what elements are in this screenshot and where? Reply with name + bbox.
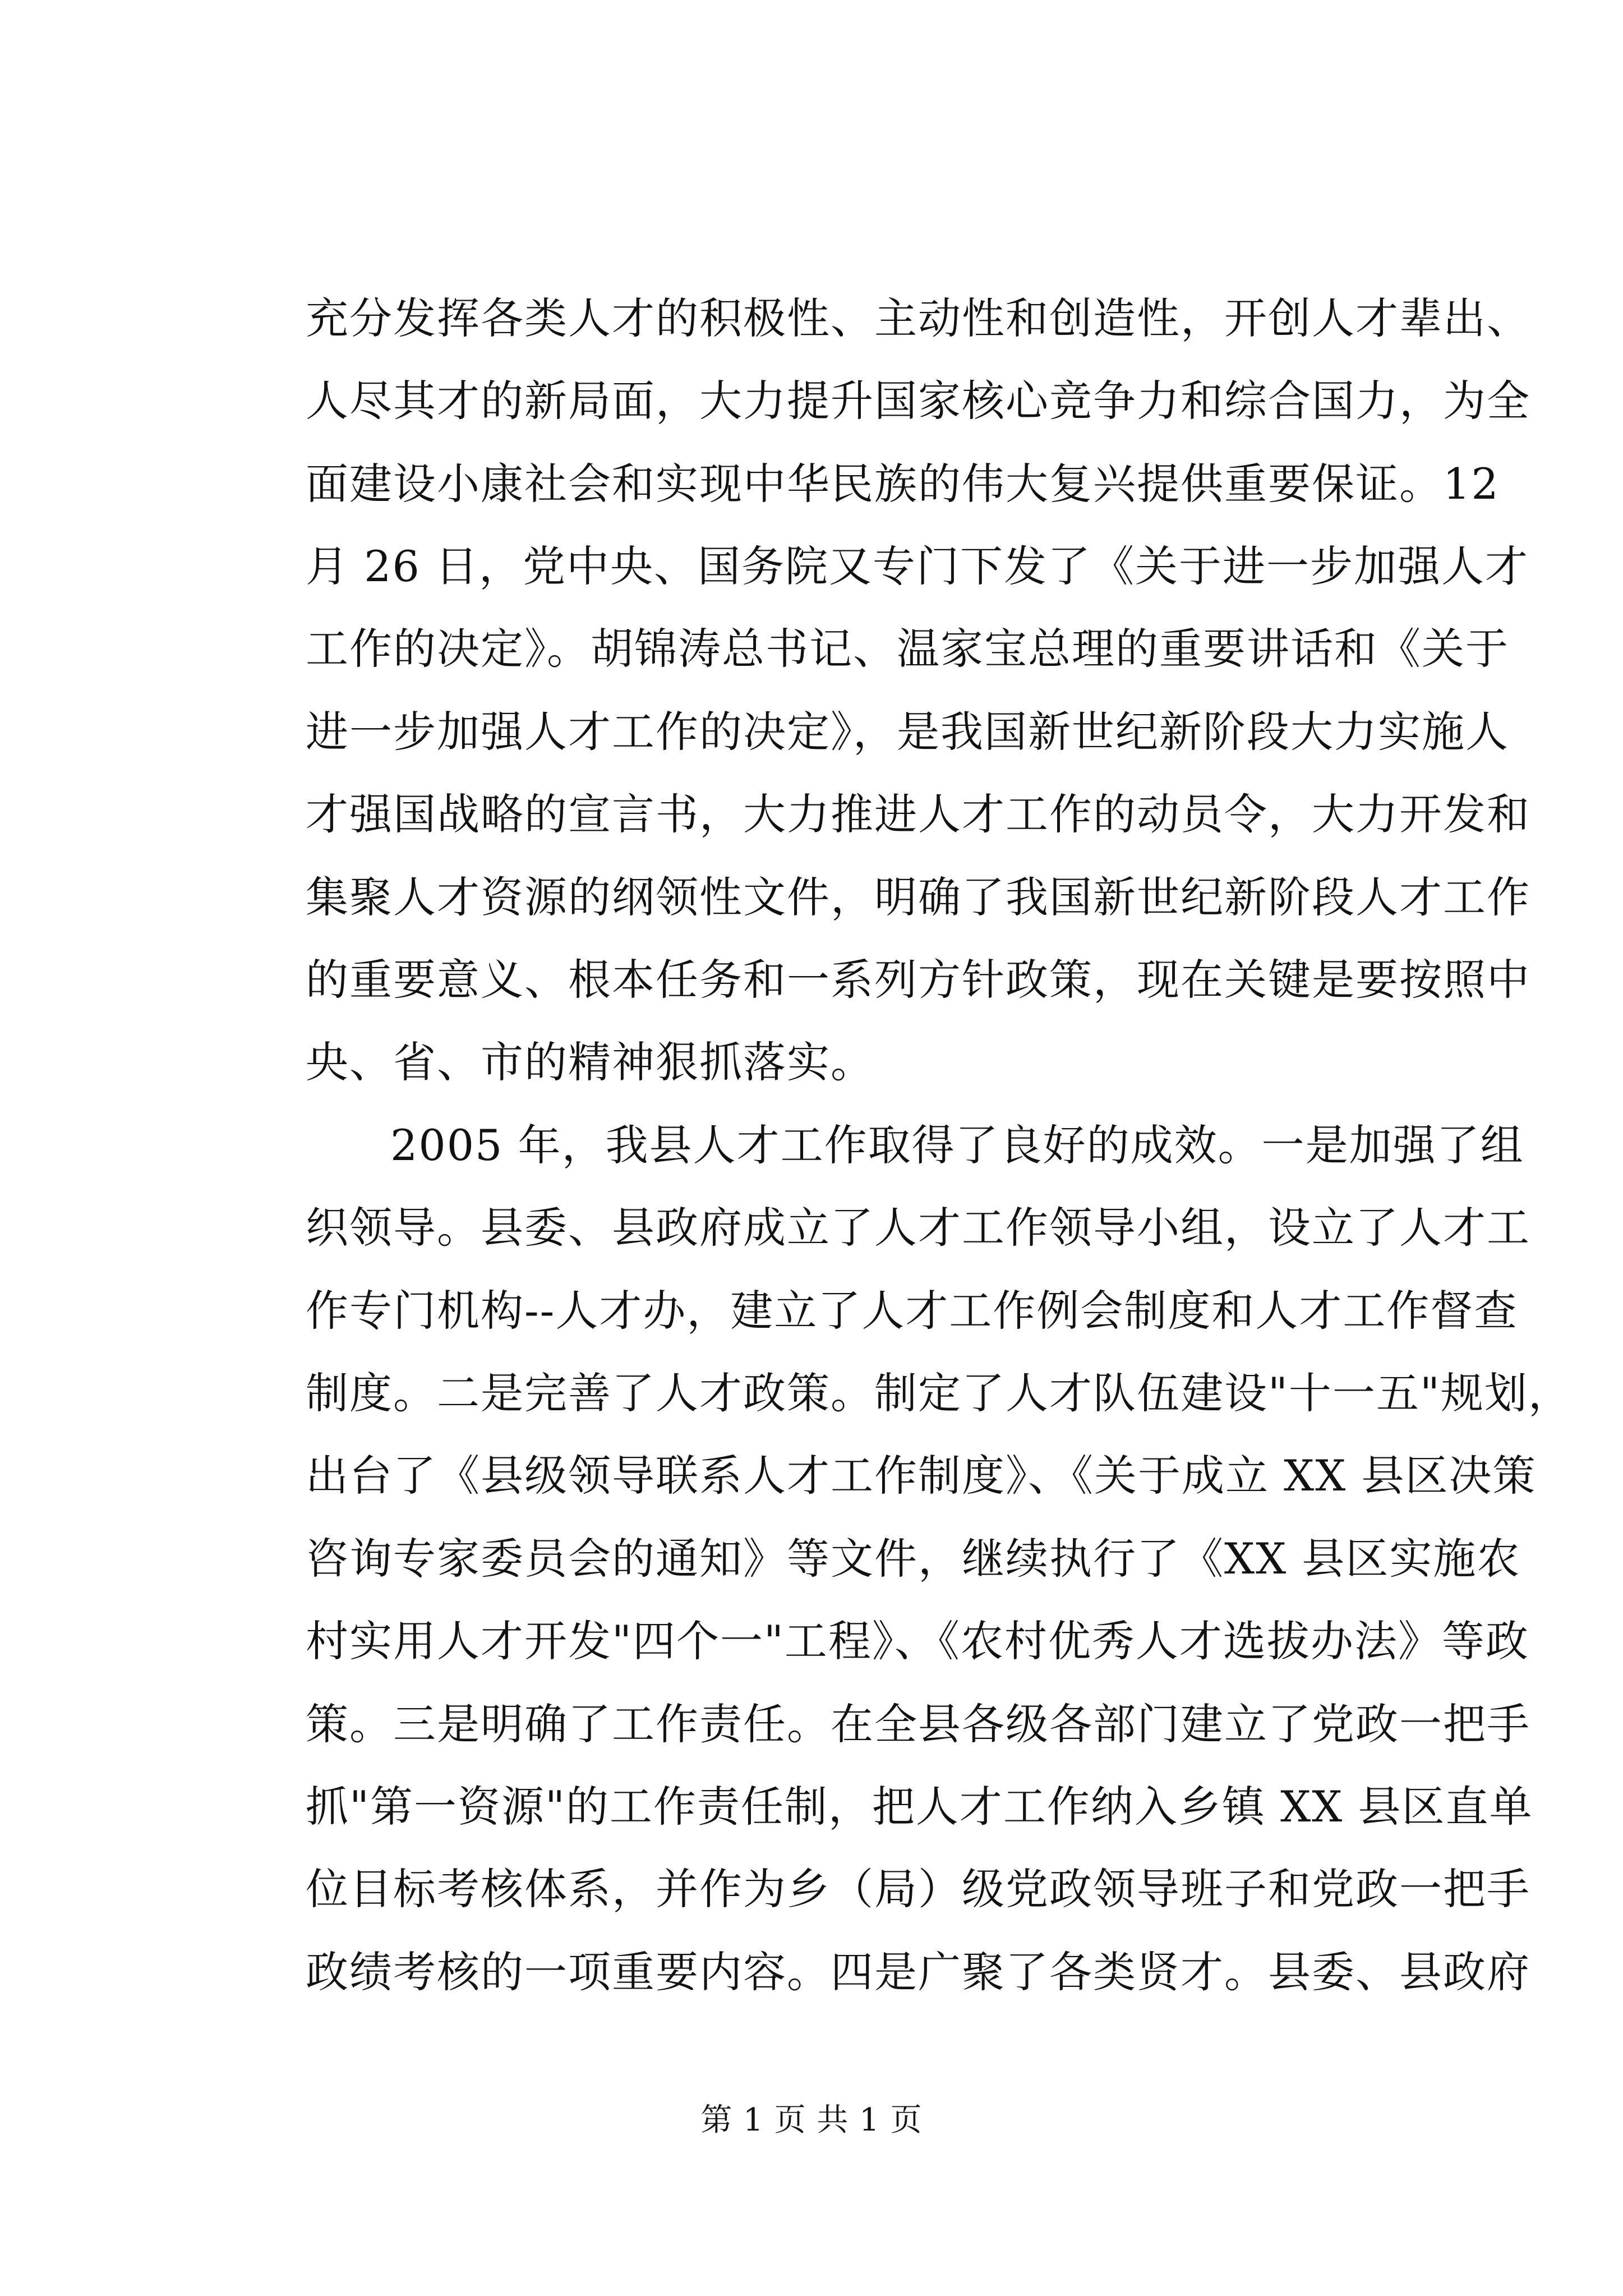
text-line: 作专门机构--人才办，建立了人才工作例会制度和人才工作督查 [306,1286,1518,1336]
page-footer: 第 1 页 共 1 页 [700,2102,923,2138]
text-line: 集聚人才资源的纲领性文件，明确了我国新世纪新阶段人才工作 [306,872,1530,922]
text-line: 抓"第一资源"的工作责任制，把人才工作纳入乡镇 XX 县区直单 [306,1782,1533,1832]
text-line: 央、省、市的精神狠抓落实。 [306,1037,874,1087]
text-line: 工作的决定》。胡锦涛总书记、温家宝总理的重要讲话和《关于 [306,624,1509,674]
text-line: 进一步加强人才工作的决定》，是我国新世纪新阶段大力实施人 [306,707,1509,757]
text-line: 出台了《县级领导联系人才工作制度》、《关于成立 XX 县区决策 [306,1451,1537,1501]
text-line: 位目标考核体系，并作为乡（局）级党政领导班子和党政一把手 [306,1864,1530,1914]
text-line: 月 26 日，党中央、国务院又专门下发了《关于进一步加强人才 [306,541,1529,591]
text-line: 咨询专家委员会的通知》等文件，继续执行了《XX 县区实施农 [306,1534,1521,1584]
text-line: 制度。二是完善了人才政策。制定了人才队伍建设"十一五"规划， [306,1368,1572,1418]
text-line: 才强国战略的宣言书，大力推进人才工作的动员令，大力开发和 [306,789,1530,839]
text-line: 织领导。县委、县政府成立了人才工作领导小组，设立了人才工 [306,1203,1530,1253]
text-line: 政绩考核的一项重要内容。四是广聚了各类贤才。县委、县政府 [306,1947,1530,1997]
text-line: 策。三是明确了工作责任。在全县各级各部门建立了党政一把手 [306,1699,1530,1749]
text-line: 人尽其才的新局面，大力提升国家核心竞争力和综合国力，为全 [306,376,1530,426]
text-line: 村实用人才开发"四个一"工程》、《农村优秀人才选拔办法》等政 [306,1616,1529,1666]
paragraph-first-line: 2005 年，我县人才工作取得了良好的成效。一是加强了组 [390,1120,1524,1170]
text-line: 充分发挥各类人才的积极性、主动性和创造性，开创人才辈出、 [306,293,1530,343]
text-line: 面建设小康社会和实现中华民族的伟大复兴提供重要保证。12 [306,459,1500,509]
text-line: 的重要意义、根本任务和一系列方针政策，现在关键是要按照中 [306,955,1530,1005]
